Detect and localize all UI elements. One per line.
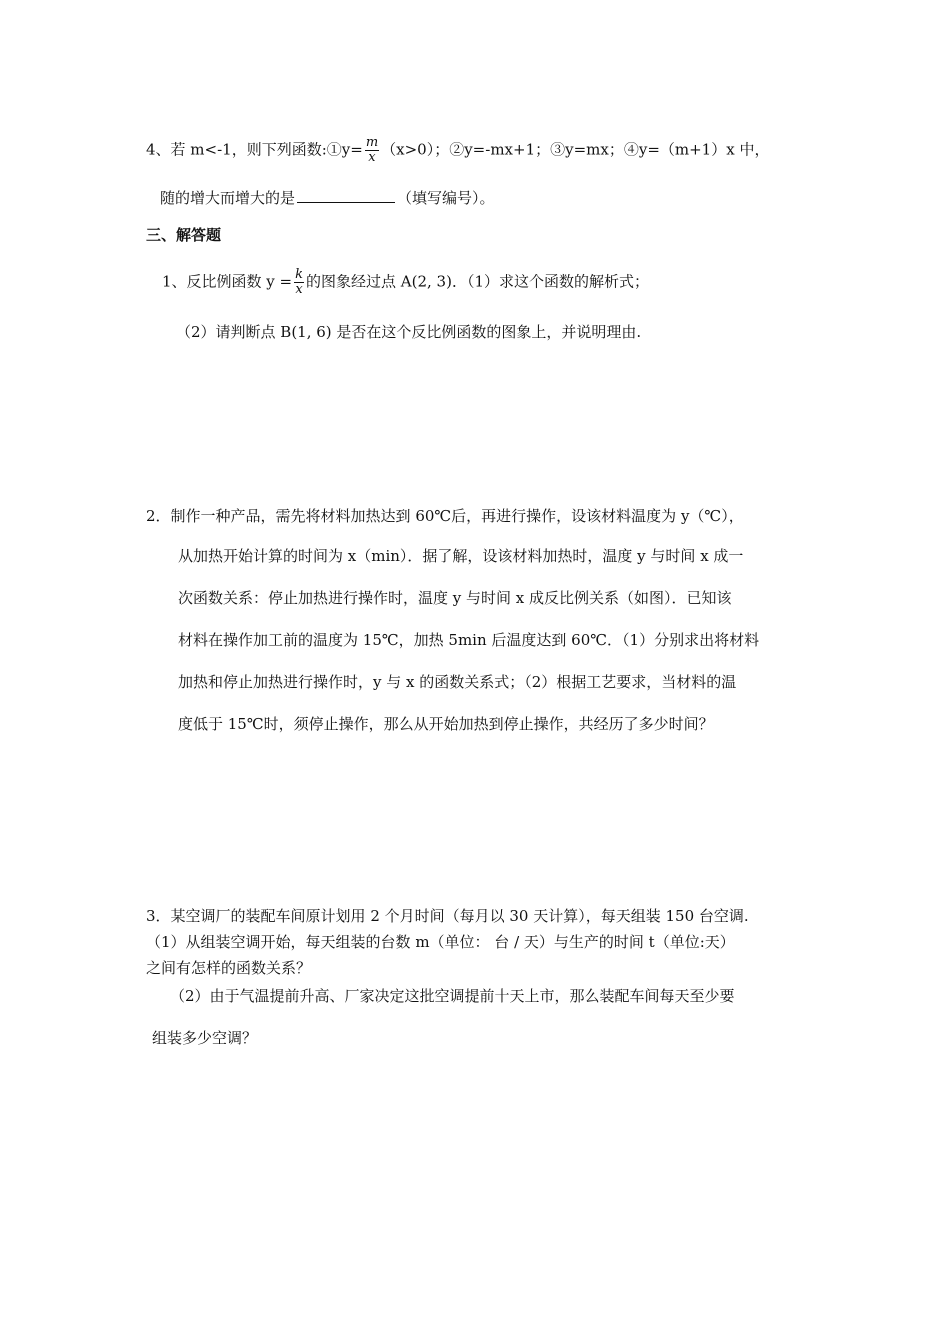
p3-line-1: 3．某空调厂的装配车间原计划用 2 个月时间（每月以 30 天计算），每天组装 150 台空调. xyxy=(146,907,749,925)
q4-line1 xyxy=(146,136,769,165)
p3-line-3: 之间有怎样的函数关系？ xyxy=(146,959,312,977)
q4-answer-blank xyxy=(297,188,395,203)
q4-line2-before: 随的增大而增大的是 xyxy=(160,189,296,207)
section3-title: 三、解答题 xyxy=(146,226,222,244)
p1-line2: （2）请判断点 B(1, 6) 是否在这个反比例函数的图象上，并说明理由. xyxy=(176,323,642,341)
q4-line2 xyxy=(160,188,495,208)
p2-line-3: 次函数关系：停止加热进行操作时，温度 y 与时间 x 成反比例关系（如图）．已知该 xyxy=(178,589,732,607)
q4-frac-numerator: m xyxy=(365,135,379,150)
p1-mid: 的图象经过点 A(2, 3)．（1）求这个函数的解析式； xyxy=(306,272,649,291)
p2-line-5: 加热和停止加热进行操作时，y 与 x 的函数关系式；（2）根据工艺要求，当材料的温 xyxy=(178,673,737,691)
p3-line-2: （1）从组装空调开始，每天组装的台数 m（单位： 台 / 天）与生产的时间 t（单位:天） xyxy=(146,933,735,951)
p1-prefix: 1、反比例函数 y = xyxy=(162,272,293,291)
q4-prefix: 4、若 m<-1，则下列函数:①y= xyxy=(146,140,363,159)
p1-frac-denominator: x xyxy=(295,282,303,297)
q4-fraction xyxy=(365,136,379,165)
p3-line-5: 组装多少空调？ xyxy=(152,1029,258,1047)
p3-line-4: （2）由于气温提前升高、厂家决定这批空调提前十天上市，那么装配车间每天至少要 xyxy=(170,987,735,1005)
p1-frac-numerator: k xyxy=(295,267,304,282)
p2-line-6: 度低于 15℃时，须停止操作，那么从开始加热到停止操作，共经历了多少时间？ xyxy=(178,715,714,733)
p2-line-2: 从加热开始计算的时间为 x（min）．据了解，设该材料加热时，温度 y 与时间 x 成一 xyxy=(178,547,744,565)
q4-line2-after: （填写编号）。 xyxy=(397,189,495,207)
p1-line1 xyxy=(162,268,649,297)
p2-line-4: 材料在操作加工前的温度为 15℃，加热 5min 后温度达到 60℃．（1）分别求出将材料 xyxy=(178,631,760,649)
p1-fraction xyxy=(294,268,304,297)
q4-after-fraction: （x>0）；②y=-mx+1；③y=mx；④y=（m+1）x 中， xyxy=(381,140,770,159)
p2-line-1: 2．制作一种产品，需先将材料加热达到 60℃后，再进行操作，设该材料温度为 y（℃）， xyxy=(146,507,744,525)
q4-frac-denominator: x xyxy=(368,150,376,165)
